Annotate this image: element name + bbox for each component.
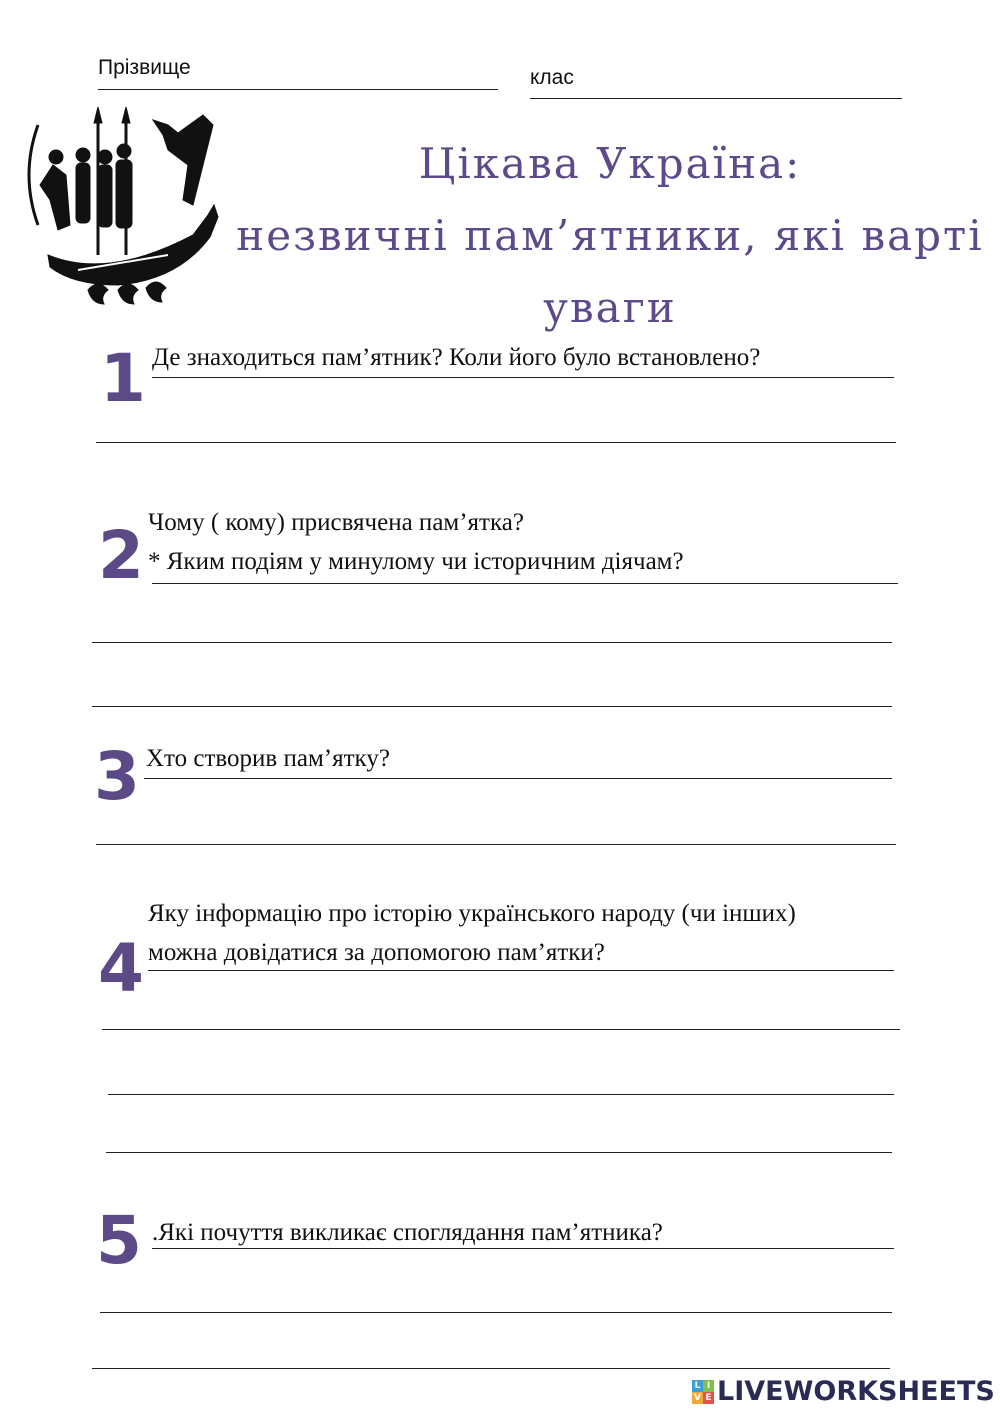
surname-label: Прізвище bbox=[98, 56, 191, 79]
question-3-text: Хто створив пам’ятку? bbox=[146, 745, 390, 772]
question-number-3: 3 bbox=[94, 738, 140, 815]
question-4-text-line-1: Яку інформацію про історію українського народу (чи інших) bbox=[148, 900, 796, 927]
question-number-2: 2 bbox=[98, 517, 144, 594]
answer-line[interactable] bbox=[92, 1368, 890, 1369]
answer-line[interactable] bbox=[106, 1152, 892, 1153]
class-label: клас bbox=[530, 66, 574, 89]
liveworksheets-text: LIVEWORKSHEETS bbox=[717, 1376, 995, 1407]
title-line-2: незвичні пам’ятники, які варті bbox=[236, 211, 984, 260]
answer-line[interactable] bbox=[92, 706, 892, 707]
answer-line[interactable] bbox=[108, 1094, 894, 1095]
answer-line[interactable] bbox=[96, 844, 896, 845]
question-2-text-line-1: Чому ( кому) присвячена пам’ятка? bbox=[148, 509, 524, 536]
answer-line[interactable] bbox=[144, 778, 892, 779]
class-line[interactable] bbox=[530, 98, 902, 99]
title-line-1: Цікава Україна: bbox=[418, 139, 802, 188]
ship-with-warriors-icon bbox=[18, 105, 228, 315]
title-line-3: уваги bbox=[543, 283, 677, 332]
answer-line[interactable] bbox=[152, 583, 898, 584]
question-1-text: Де знаходиться пам’ятник? Коли його було встановлено? bbox=[152, 344, 761, 371]
answer-line[interactable] bbox=[148, 970, 894, 971]
question-5-text: .Які почуття викликає споглядання пам’ятника? bbox=[152, 1219, 663, 1246]
answer-line[interactable] bbox=[102, 1029, 900, 1030]
surname-line[interactable] bbox=[98, 89, 498, 90]
question-4-text-line-2: можна довідатися за допомогою пам’ятки? bbox=[148, 939, 605, 966]
question-number-5: 5 bbox=[96, 1202, 142, 1279]
answer-line[interactable] bbox=[92, 642, 892, 643]
answer-line[interactable] bbox=[152, 1248, 894, 1249]
answer-line[interactable] bbox=[152, 377, 894, 378]
question-number-1: 1 bbox=[100, 340, 146, 417]
answer-line[interactable] bbox=[96, 442, 896, 443]
question-2-text-line-2: * Яким подіям у минулому чи історичним діячам? bbox=[148, 548, 684, 575]
liveworksheets-brand[interactable] bbox=[692, 1376, 995, 1407]
liveworksheets-logo-icon: L I V E bbox=[692, 1380, 714, 1404]
answer-line[interactable] bbox=[100, 1312, 892, 1313]
question-number-4: 4 bbox=[98, 930, 144, 1007]
